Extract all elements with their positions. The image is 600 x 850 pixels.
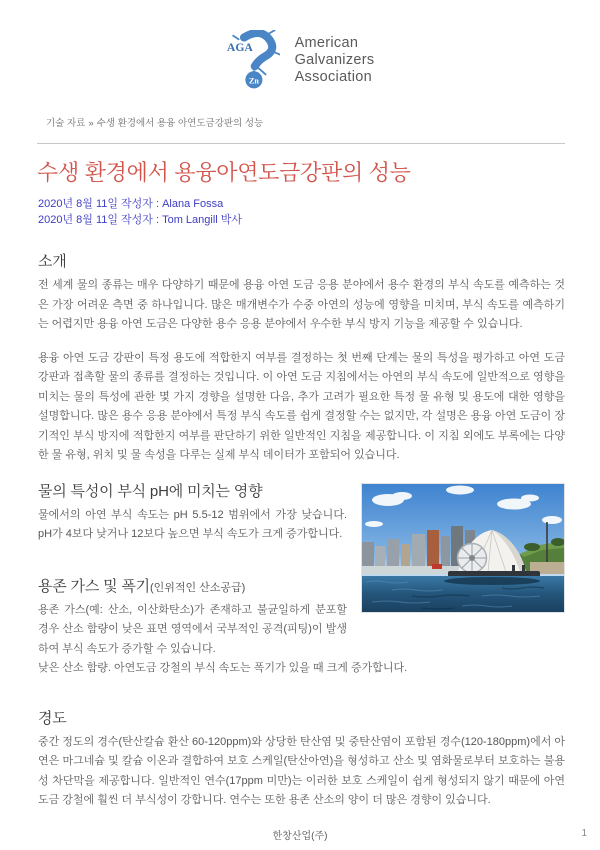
logo-org-name <box>295 35 375 86</box>
article-body <box>38 250 565 811</box>
intro-paragraph-1: 전 세계 물의 종류는 매우 다양하기 때문에 용융 아연 도금 응용 분야에서 용수 환경의 부식 속도를 예측하는 것은 가장 어려운 측면 중 하나입니다. 많은 매개변수가 수중 아연의 성능에 영향을 미치며, 부식 속도를 예측하기는 어렵지만 용융 아연 도금은 다양한 용수 응용 분야에서 우수한 부식 방지 기능을 제공할 수 있습니다. <box>38 279 565 330</box>
byline: 2020년 8월 11일 작성자 : Alana Fossa <box>38 198 224 210</box>
harbor-water-wheel-illustration <box>362 484 564 612</box>
ph-paragraph: 물에서의 아연 부식 속도는 pH 5.5-12 범위에서 가장 낮습니다. pH가 4보다 낮거나 12보다 높으면 부식 속도가 크게 증가합니다. <box>38 508 347 540</box>
title-divider <box>37 143 565 144</box>
page-title: 수생 환경에서 용융아연도금강판의 성능 <box>37 160 411 185</box>
harbor-photo <box>361 483 565 613</box>
section-heading-intro: 소개 <box>38 253 67 270</box>
gas-paragraph-2: 낮은 산소 함량. 아연도금 강철의 부식 속도는 폭기가 있을 때 크게 증가합니다. <box>38 662 408 674</box>
section-intro <box>38 250 565 466</box>
breadcrumb-separator: » <box>88 118 94 129</box>
section-heading-ph: 물의 특성이 부식 pH에 미치는 영향 <box>38 482 263 500</box>
breadcrumb <box>46 115 565 129</box>
page-footer <box>0 827 600 841</box>
section-hardness <box>38 707 565 811</box>
footer-company: 한창산업(주) <box>272 831 328 842</box>
intro-paragraph-2: 용융 아연 도금 강판이 특정 용도에 적합한지 여부를 결정하는 첫 번째 단계는 물의 특성을 평가하고 아연 도금 강판과 접촉할 물의 종류를 결정하는 것입니다. 이 아연 도금 지침에서는 아연의 부식 속도에 일반적으로 영향을 미치는 물의 특성에 관한 몇 가지 경향을 설명한 다음, 추가 고려가 필요한 특정 물 유형 및 용도에 대한 영향을 설명합니다. 많은 용수 응용 분야에서 특정 부식 속도를 쉽게 결정할 수는 없지만, 각 설명은 용융 아연 도금이 장기적인 부식 방지에 적합한지 여부를 판단하기 위한 일반적인 지침을 제공합니다. 이 지침 외에도 부록에는 다양한 물 유형, 위치 및 물 속성을 다루는 실제 부식 데이터가 포함되어 있습니다. <box>38 351 565 461</box>
aga-logo-mark-icon <box>226 30 280 90</box>
header-logo <box>0 0 600 90</box>
gas-heading-main: 용존 가스 및 폭기 <box>38 577 150 595</box>
logo-org-line: Association <box>294 68 373 85</box>
breadcrumb-link-tech-resources[interactable]: 기술 자료 <box>46 118 86 129</box>
hardness-paragraph: 중간 정도의 경수(탄산칼슘 환산 60-120ppm)와 상당한 탄산염 및 중탄산염이 포함된 경수(120-180ppm)에서 아연은 마그네슘 및 칼슘 이온과 결합하여 보호 스케일(탄산아연)을 형성하고 산소 및 염화물로부터 보호하는 불용성 차단막을 제공합니다. 일반적인 연수(17ppm 미만)는 이러한 보호 스케일이 쉽게 형성되지 않기 때문에 아연 도금 강철에 훨씬 더 부식성이 강합니다. 연수는 또한 용존 산소의 양이 더 많은 경향이 있습니다. <box>38 735 565 806</box>
page-number: 1 <box>581 828 587 839</box>
section-heading-hardness: 경도 <box>38 709 67 727</box>
gas-heading-sub: (인위적인 산소공급) <box>149 581 246 594</box>
logo-mark-aga-text: AGA <box>226 41 253 54</box>
logo-org-line: Galvanizers <box>294 51 375 68</box>
byline: 2020년 8월 11일 작성자 : Tom Langill 박사 <box>38 214 243 226</box>
photo-text-wrap <box>38 480 565 679</box>
breadcrumb-current: 수생 환경에서 용융 아연도금강판의 성능 <box>96 118 264 129</box>
logo-org-line: American <box>294 34 359 51</box>
bylines <box>38 196 565 228</box>
gas-paragraph-1: 용존 가스(예: 산소, 이산화탄소)가 존재하고 불균일하게 분포할 경우 산소 함량이 낮은 표면 영역에서 국부적인 공격(피팅)이 발생하여 부식 속도가 증가할 수 있습니다. <box>38 603 347 655</box>
logo-mark-zn-text: Zn <box>248 76 259 86</box>
